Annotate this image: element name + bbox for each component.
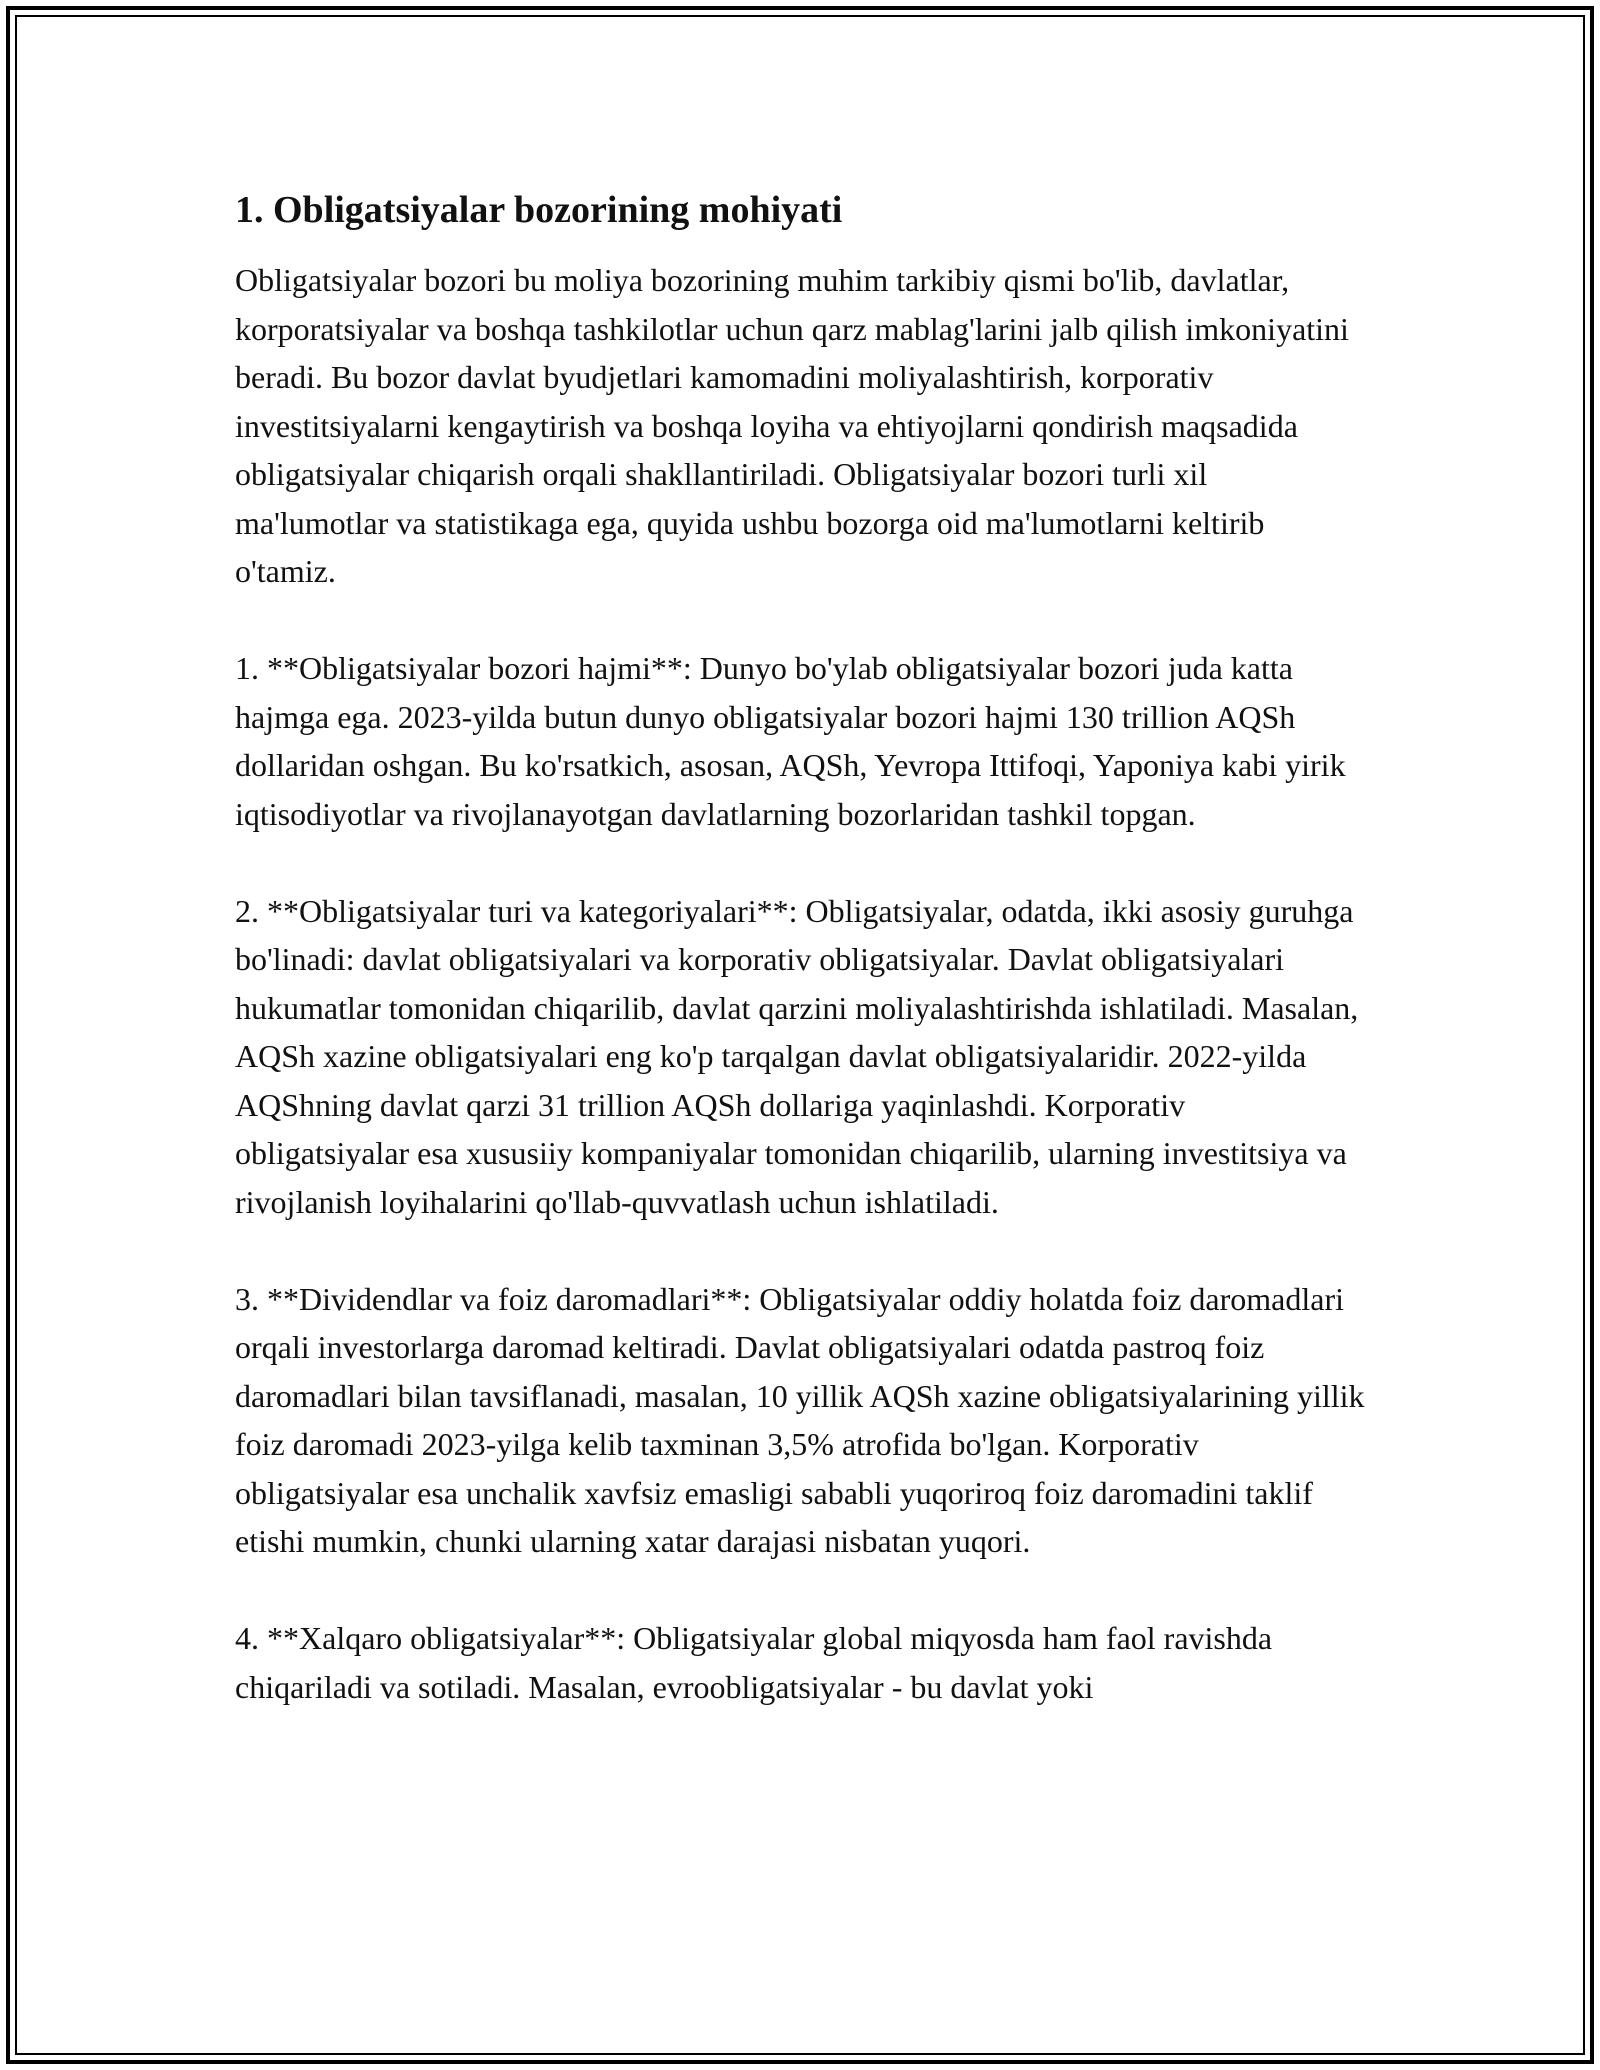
document-body <box>235 186 1365 1711</box>
intro-paragraph: Obligatsiyalar bozori bu moliya bozorining muhim tarkibiy qismi bo'lib, davlatlar, korporatsiyalar va boshqa tashkilotlar uchun qarz mablag'larini jalb qilish imkoniyatini beradi. Bu bozor davlat byudjetlari kamomadini moliyalashtirish, korporativ investitsiyalarni kengaytirish va boshqa loyiha va ehtiyojlarni qondirish maqsadida obligatsiyalar chiqarish orqali shakllantiriladi. Obligatsiyalar bozori turli xil ma'lumotlar va statistikaga ega, quyida ushbu bozorga oid ma'lumotlarni keltirib o'tamiz. <box>235 262 1349 589</box>
paragraph-bond-types: 2. **Obligatsiyalar turi va kategoriyalari**: Obligatsiyalar, odatda, ikki asosiy guruhga bo'linadi: davlat obligatsiyalari va korporativ obligatsiyalar. Davlat obligatsiyalari hukumatlar tomonidan chiqarilib, davlat qarzini moliyalashtirishda ishlatiladi. Masalan, AQSh xazine obligatsiyalari eng ko'p tarqalgan davlat obligatsiyalaridir. 2022-yilda AQShning davlat qarzi 31 trillion AQSh dollariga yaqinlashdi. Korporativ obligatsiyalar esa xususiiy kompaniyalar tomonidan chiqarilib, ularning investitsiya va rivojlanish loyihalarini qo'llab-quvvatlash uchun ishlatiladi. <box>235 892 1359 1220</box>
paragraph-international-bonds: 4. **Xalqaro obligatsiyalar**: Obligatsiyalar global miqyosda ham faol ravishda chiqariladi va sotiladi. Masalan, evroobligatsiyalar - bu davlat yoki <box>235 1620 1273 1705</box>
paragraph-bond-market-size: 1. **Obligatsiyalar bozori hajmi**: Dunyo bo'ylab obligatsiyalar bozori juda katta hajmga ega. 2023-yilda butun dunyo obligatsiyalar bozori hajmi 130 trillion AQSh dollaridan oshgan. Bu ko'rsatkich, asosan, AQSh, Yevropa Ittifoqi, Yaponiya kabi yirik iqtisodiyotlar va rivojlanayotgan davlatlarning bozorlaridan tashkil topgan. <box>235 650 1346 832</box>
section-heading: 1. Obligatsiyalar bozorining mohiyati <box>235 189 843 231</box>
paragraph-interest-income: 3. **Dividendlar va foiz daromadlari**: Obligatsiyalar oddiy holatda foiz daromadlari orqali investorlarga daromad keltiradi. Davlat obligatsiyalari odatda pastroq foiz daromadlari bilan tavsiflanadi, masalan, 10 yillik AQSh xazine obligatsiyalarining yillik foiz daromadi 2023-yilga kelib taxminan 3,5% atrofida bo'lgan. Korporativ obligatsiyalar esa unchalik xavfsiz emasligi sababli yuqoriroq foiz daromadini taklif etishi mumkin, chunki ularning xatar darajasi nisbatan yuqori. <box>235 1280 1365 1559</box>
